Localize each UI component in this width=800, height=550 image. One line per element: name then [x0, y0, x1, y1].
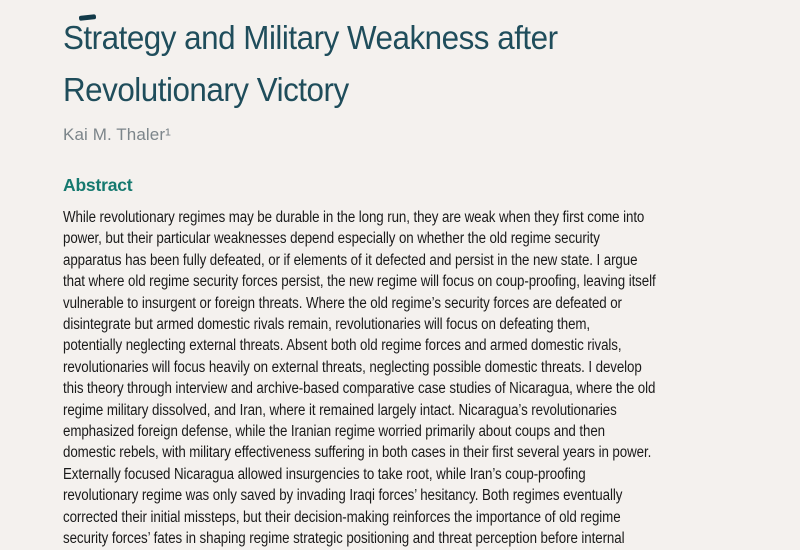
paper-title [63, 12, 760, 116]
abstract-line: emphasized foreign defense, while the Iranian regime worried primarily about coups and then [63, 423, 605, 441]
abstract-line: this theory through interview and archive-based comparative case studies of Nicaragua, where the old [63, 380, 656, 398]
abstract-line: revolutionaries will focus heavily on external threats, neglecting possible domestic threats. I develop [63, 358, 642, 376]
abstract-paragraph [63, 207, 760, 550]
abstract-line: that where old regime security forces persist, the new regime will focus on coup-proofing, leaving itself [63, 273, 656, 291]
abstract-line: While revolutionary regimes may be durable in the long run, they are weak when they first come into [63, 209, 645, 226]
abstract-line: corrected their initial missteps, but their decision-making reinforces the importance of old regime [63, 508, 621, 526]
abstract-line: potentially neglecting external threats. Absent both old regime forces and armed domestic rivals, [63, 337, 622, 355]
abstract-line: domestic rebels, with military effectiveness suffering in both cases in their first several years in power. [63, 444, 652, 462]
abstract-line: Externally focused Nicaragua allowed insurgencies to take root, while Iran’s coup-proofing [63, 465, 586, 483]
abstract-line: vulnerable to insurgent or foreign threats. Where the old regime’s security forces are defeated or [63, 294, 622, 312]
abstract-line: revolutionary regime was only saved by invading Iraqi forces’ hesitancy. Both regimes eventually [63, 487, 623, 505]
abstract-line: power, but their particular weaknesses depend especially on whether the old regime security [63, 230, 600, 248]
paper-title-line-1: Strategy and Military Weakness after [63, 19, 558, 56]
abstract-heading: Abstract [63, 175, 133, 195]
author-line: Kai M. Thaler¹ [63, 125, 171, 144]
abstract-line: regime military dissolved, and Iran, where it remained largely intact. Nicaragua’s revolutionaries [63, 401, 617, 419]
abstract-line: apparatus has been fully defeated, or if elements of it defected and persist in the new state. I argue [63, 251, 638, 269]
paper-title-line-2: Revolutionary Victory [63, 71, 349, 108]
abstract-line: disintegrate but armed domestic rivals remain, revolutionaries will focus on defeating them, [63, 316, 591, 334]
abstract-line-partial: security forces’ fates in shaping regime strategic positioning and threat perception before internal [63, 530, 625, 548]
